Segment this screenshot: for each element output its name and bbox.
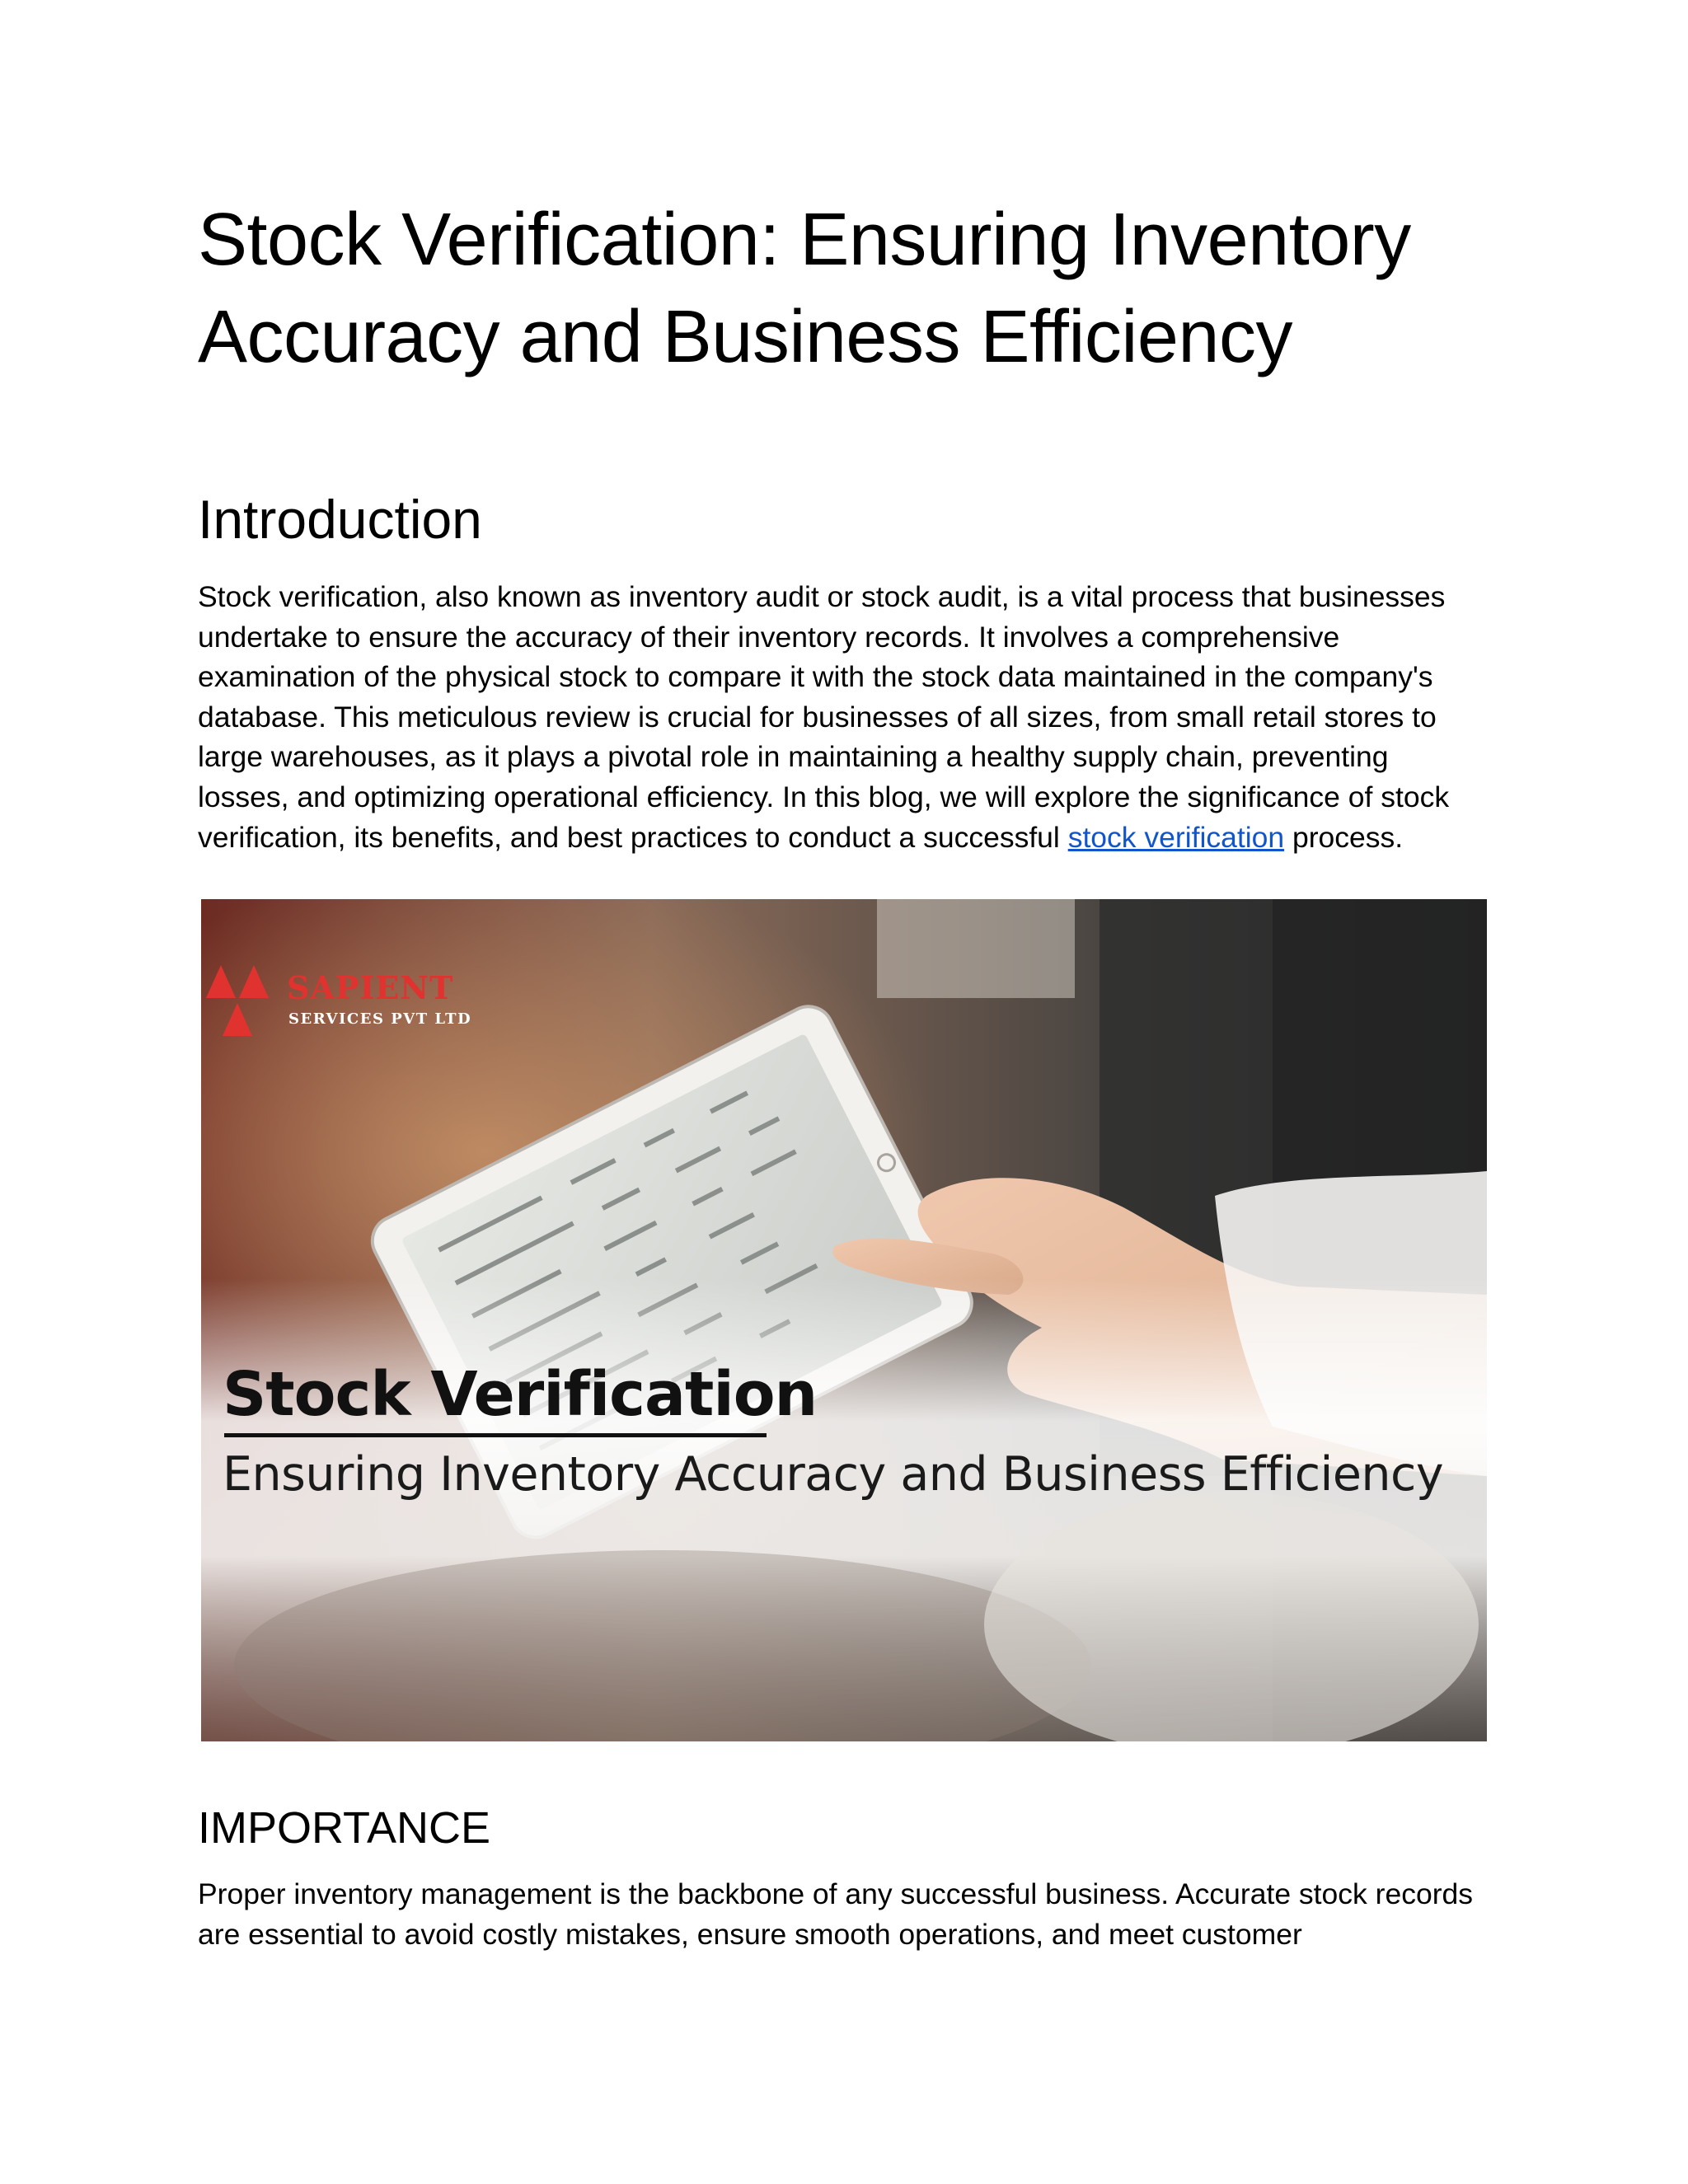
banner-title: Stock Verification [223,1359,818,1430]
banner-image [201,899,1487,1741]
introduction-paragraph-tail: process. [1284,820,1404,854]
logo-brand-text: SAPIENT [287,969,454,1006]
logo-subtitle-text: SERVICES PVT LTD [288,1010,472,1028]
sapient-logo [206,965,503,1039]
importance-paragraph: Proper inventory management is the backbone of any successful business. Accurate stock records are essential to avoid costly mistakes, ensure smooth operations, and meet customer [198,1877,1474,1951]
sapient-triangles-icon [206,965,270,1036]
section-heading-importance: IMPORTANCE [198,1803,491,1853]
introduction-paragraph [198,577,1484,857]
document-title: Stock Verification: Ensuring Inventory Accuracy and Business Efficiency [198,199,1411,378]
stock-verification-link[interactable]: stock verification [1067,820,1285,854]
banner-subtitle: Ensuring Inventory Accuracy and Business Efficiency [223,1447,1444,1502]
introduction-paragraph-text: Stock verification, also known as inventory audit or stock audit, is a vital process that businesses undertake to ensure the accuracy of their inventory records. It involves a comprehensive examination of the physical stock to compare it with the stock data maintained in the company's database. This meticulous review is crucial for businesses of all sizes, from small retail stores to large warehouses, as it plays a pivotal role in maintaining a healthy supply chain, preventing losses, and optimizing operational efficiency. In this blog, we will explore the significance of stock verification, its benefits, and best practices to conduct a successful [198,580,1450,854]
section-heading-introduction: Introduction [198,489,482,550]
banner-title-underline [224,1433,767,1437]
